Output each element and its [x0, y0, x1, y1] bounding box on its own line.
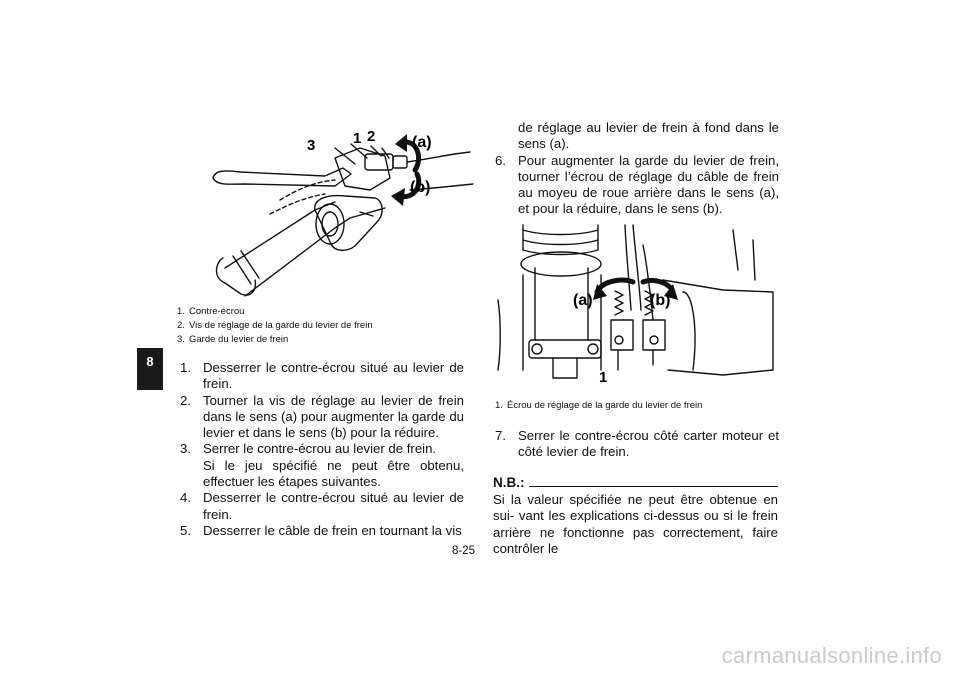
- callout-b: (b): [410, 179, 431, 196]
- callout-a: (a): [412, 134, 432, 151]
- step-item: 3. Serrer le contre-écrou au levier de frein.: [180, 441, 437, 457]
- note-rule: [529, 486, 779, 487]
- callout-a: (a): [573, 292, 593, 309]
- note-text: Si la valeur spécifiée ne peut être obtenue en sui- vant les explications ci-dessus ou si le frein arrière ne fonctionne pas correctement, faire contrôler le: [493, 492, 778, 556]
- steps-right-column: [495, 120, 779, 218]
- step-item: 1. Desserrer le contre-écrou situé au levier de frein.: [180, 360, 464, 392]
- note-label: N.B.:: [493, 475, 525, 490]
- step-continuation: de réglage au levier de frein à fond dans le sens (a).: [518, 120, 779, 152]
- rear-brake-adjuster-illustration: [493, 220, 778, 392]
- callout-b: (b): [650, 292, 671, 309]
- callout-3: 3: [307, 137, 316, 154]
- step-item: 4. Desserrer le contre-écrou situé au levier de frein.: [180, 490, 464, 522]
- note-block: [493, 475, 778, 557]
- chapter-number: 8: [146, 354, 154, 369]
- steps-left-column: [180, 360, 464, 539]
- note-header: [493, 475, 778, 490]
- figure-left-captions: [177, 305, 477, 347]
- step-item: 2. Tourner la vis de réglage au levier de frein dans le sens (a) pour augmenter la garde du levier et dans le sens (b) pour la réduire.: [180, 392, 464, 441]
- caption-item: 1. Contre-écrou: [177, 306, 245, 317]
- callout-1: 1: [599, 369, 608, 386]
- callout-1: 1: [353, 130, 362, 147]
- step-item: 7. Serrer le contre-écrou côté carter moteur et côté levier de frein.: [495, 428, 779, 460]
- caption-item: 3. Garde du levier de frein: [177, 334, 289, 345]
- caption-item: 2. Vis de réglage de la garde du levier de frein: [177, 320, 373, 331]
- chapter-tab: [137, 348, 163, 390]
- step-item: 5. Desserrer le câble de frein en tournant la vis: [180, 522, 462, 538]
- step-item: 6. Pour augmenter la garde du levier de frein, tourner l’écrou de réglage du câble de frein au moyeu de roue arrière dans le sens (a), et pour la réduire, dans le sens (b).: [495, 152, 779, 217]
- figure-right-caption: 1. Écrou de réglage de la garde du levier de frein: [495, 400, 703, 411]
- step-note: Si le jeu spécifié ne peut être obtenu, effectuer les étapes suivantes.: [203, 457, 464, 490]
- watermark: carmanualsonline.info: [721, 643, 942, 668]
- brake-lever-illustration: [185, 118, 475, 298]
- callout-2: 2: [367, 128, 376, 145]
- steps-right-bottom: [495, 428, 779, 461]
- page-number: 8-25: [452, 545, 476, 557]
